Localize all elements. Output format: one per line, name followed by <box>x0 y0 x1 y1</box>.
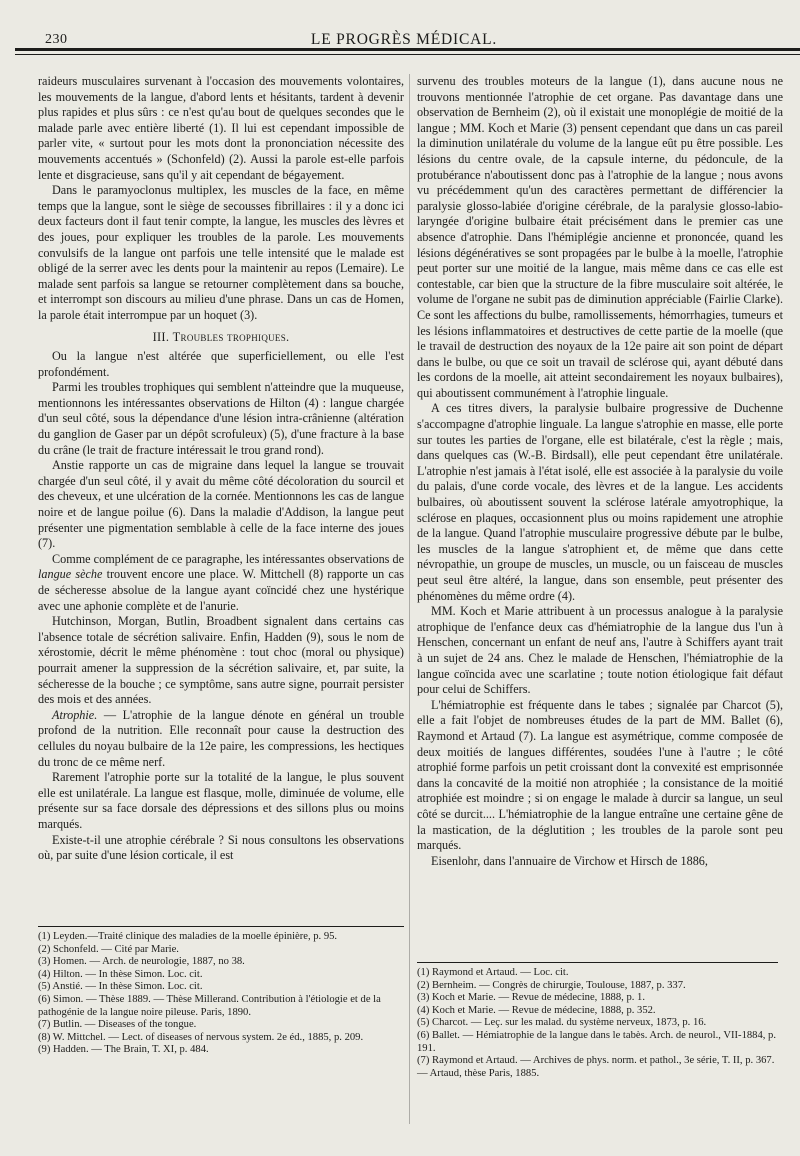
footnote: (5) Charcot. — Leç. sur les malad. du système nerveux, 1873, p. 16. <box>417 1017 707 1029</box>
footnote: (6) Ballet. — Hémiatrophie de la langue dans le tabès. Arch. de neurol., VII-1884, p. 191. <box>417 1029 777 1054</box>
paragraph: Dans le paramyoclonus multiplex, les muscles de la face, en même temps que la langue, sont le siège de secousses fibrillaires : il y a donc ici deux facteurs dont il faut tenir compte, la langue, les muscles des lèvres et des joues, pour expliquer les troubles de la parole. Les mouvements convulsifs de la langue ont parfois une telle intensité que le malade est obligé de la serrer avec les dents pour la maintenir au repos (Lemaire). Le malade sent parfois sa langue se retourner complètement dans sa bouche, et interrompt son discours au milieu d'une phrase. Dans un cas de Homen, la parole était interrompue par un hoquet (3). <box>38 183 404 322</box>
page-number: 230 <box>45 32 68 47</box>
header-rule-thin <box>15 54 800 55</box>
footnote: (8) W. Mittchel. — Lect. of diseases of nervous system. 2e éd., 1885, p. 209. <box>38 1031 364 1043</box>
paragraph: A ces titres divers, la paralysie bulbaire progressive de Duchenne s'accompagne d'atrophie linguale. La langue s'atrophie en masse, elle porte sur toutes les parties de l'organe, elle est bilatérale, c'est la règle ; mais, dans quelques cas (W.-B. Birdsall), elle peut cependant être unilatérale. L'atrophie n'est jamais à l'état isolé, elle est associée à la paralysie du voile du palais, d'une corde vocale, des lèvres et de la langue. Les accidents bulbaires, où aboutissent souvent la sclérose latérale amyotrophique, la sclérose en plaques, occasionnent plus ou moins rapidement une atrophie de la langue. Quand l'atrophie musculaire progressive débute par le bulbe, les muscles de la langue s'atrophient et, de même que dans cette névropathie, un groupe de muscles, un muscle, ou un faisceau de muscles peut seul être altéré, la langue, dans son ensemble, peut présenter des phénomènes du même ordre (4). <box>417 401 783 603</box>
page-header <box>30 28 778 48</box>
paragraph: Rarement l'atrophie porte sur la totalité de la langue, le plus souvent elle est unilatérale. La langue est flasque, molle, diminuée de volume, elle présente sur sa face dorsale des dépressions et des sillons plus ou moins marqués. <box>38 770 404 831</box>
paragraph: raideurs musculaires survenant à l'occasion des mouvements volontaires, les mouvements de la langue, d'abord lents et hésitants, tardent à devenir plus rapides et plus sûrs : ce n'est qu'au bout de quelques secondes que le malade parle avec entière liberté (1). Il lui est cependant impossible de parler vite, « surtout pour les mots dont la prononciation nécessite des mouvements accentués » (Schonfeld) (2). Aussi la parole est-elle parfois lente et disgracieuse, sans qu'il y ait cependant de bégayement. <box>38 74 404 182</box>
left-footnotes <box>38 926 404 1057</box>
section-heading <box>38 330 404 346</box>
column-divider <box>409 74 410 1124</box>
header-rule-thick <box>15 48 800 51</box>
paragraph-text: — L'atrophie de la langue dénote en général un trouble profond de la nutrition. Elle reconnaît pour cause la destruction des cellules du noyau bulbaire de la 12e paire, les compressions, les hectiques du tronc de ce même nerf. <box>38 707 405 769</box>
footnote: (4) Koch et Marie. — Revue de médecine, 1888, p. 352. <box>417 1004 656 1016</box>
paragraph: Parmi les troubles trophiques qui semblent n'atteindre que la muqueuse, mentionnons les intéressantes observations de Hilton (4) : langue chargée d'un seul côté, sous la dépendance d'une lésion intra-crânienne (altération du ganglion de Gaser par un dépôt scrofuleux) (5), d'une fracture à la base du crâne (le trait de fracture intéressait le trou grand rond). <box>38 380 404 457</box>
paragraph: L'hémiatrophie est fréquente dans le tabes ; signalée par Charcot (5), elle a fait l'objet de nombreuses études de la part de MM. Ballet (6), Raymond et Artaud (7). La langue est asymétrique, comme composée de deux moitiés de langues différentes, soudées l'une à l'autre ; le côté atrophié forme parfois un petit croissant dont la convexité est emprisonnée dans la concavité de la moitié non atrophiée ; la consistance de la moitié atrophiée est moindre ; si on engage le malade à durcir sa langue, un seul côté se durcit.... L'hémiatrophie de la langue entraîne une certaine gêne de la mastication, de la déglutition ; les troubles de la parole sont peu marqués. <box>417 697 783 853</box>
footnote: (3) Koch et Marie. — Revue de médecine, 1888, p. 1. <box>417 992 645 1004</box>
footnote: (1) Leyden.—Traité clinique des maladies de la moelle épinière, p. 95. <box>38 931 338 942</box>
paragraph <box>38 708 404 770</box>
paragraph-text: trouvent encore une place. W. Mittchell (8) rapporte un cas de sécheresse absolue de la langue ayant coïncidé chez une hystérique avec une aphonie complète et de l'anurie. <box>38 567 404 613</box>
footnote: (9) Hadden. — The Brain, T. XI, p. 484. <box>38 1044 209 1056</box>
footnote: (4) Hilton. — In thèse Simon. Loc. cit. <box>38 968 203 980</box>
right-column <box>417 74 783 869</box>
left-column <box>38 74 404 864</box>
paragraph <box>38 552 404 614</box>
footnote: (5) Anstié. — In thèse Simon. Loc. cit. <box>38 981 203 993</box>
section-number: III. <box>152 329 170 344</box>
text-columns <box>38 74 783 1144</box>
paragraph: Existe-t-il une atrophie cérébrale ? Si nous consultons les observations où, par suite d'une lésion corticale, il est <box>38 832 404 863</box>
right-footnotes <box>417 962 778 1080</box>
footnote: (3) Homen. — Arch. de neurologie, 1887, no 38. <box>38 956 245 968</box>
paragraph: survenu des troubles moteurs de la langue (1), dans aucune nous ne trouvons mentionnée l'atrophie de cet organe. Pas davantage dans une observation de Bernheim (2), où il existait une monoplégie de moitié de la langue ; MM. Koch et Marie (3) pensent cependant que dans un cas pareil la diminution unilatérale du volume de la langue eût pu être possible. Les lésions du centre ovale, de la capsule interne, du pédoncule, de la protubérance n'aboutissent donc pas à l'atrophie de la langue ; nous avons vu précédemment qu'un des caractères permettant de différencier la paralysie glosso-labiée d'origine cérébrale, de la paralysie glosso-labio-laryngée d'origine bulbaire était précisément dans le premier cas une absence d'atrophie. Dans l'hémiplégie ancienne et prononcée, quand les lésions dégénératives se sont propagées par le bulbe à la moelle, l'atrophie peut porter sur une moitié de la langue, mais même dans ce cas elle est contestable, car bien que la structure de la fibre musculaire soit altérée, le volume de l'organe ne subit pas de diminution appréciable (Fairlie Clarke). Ce sont les affections du bulbe, ramollissements, hémorrhagies, tumeurs et les lésions inflammatoires et destructives de cette partie de la moelle (que le travail de destruction des noyaux de la 12e paire ait son point de départ dans le bulbe, ou que ce soit un travail de sclérose qui, ayant débuté dans les cordons de la moelle, ait atteint secondairement les noyaux bulbaires), qui aboutissent communément à l'atrophie linguale. <box>417 74 783 400</box>
footnote: (1) Raymond et Artaud. — Loc. cit. <box>417 967 569 978</box>
paragraph: Ou la langue n'est altérée que superficiellement, ou elle l'est profondément. <box>38 349 404 379</box>
journal-title: LE PROGRÈS MÉDICAL. <box>310 31 498 48</box>
footnote: (2) Schonfeld. — Cité par Marie. <box>38 943 179 955</box>
paragraph-text: Comme complément de ce paragraphe, les intéressantes observations de <box>52 551 404 566</box>
footnote: (7) Butlin. — Diseases of the tongue. <box>38 1019 197 1031</box>
paragraph: MM. Koch et Marie attribuent à un processus analogue à la paralysie atrophique de l'enfance deux cas d'hémiatrophie de la langue dus l'un à Henschen, concernant un enfant de neuf ans, l'autre à Schiffers ayant trait à un sujet de 24 ans. Chez le malade de Henschen, l'hémiatrophie de la langue coïncida avec une scarlatine ; toute notion étiologique fait défaut pour celui de Schiffers. <box>417 604 783 697</box>
italic-term: langue sèche <box>38 567 103 582</box>
section-title: Troubles trophiques. <box>172 329 290 344</box>
footnote: (2) Bernheim. — Congrès de chirurgie, Toulouse, 1887, p. 337. <box>417 979 686 991</box>
paragraph: Hutchinson, Morgan, Butlin, Broadbent signalent dans certains cas l'absence totale de sécrétion salivaire. Enfin, Hadden (9), sous le nom de xérostomie, décrit le même phénomène : tout choc (moral ou physique) pourrait amener la suppression de la sécrétion salivaire, et, par suite, la sécheresse de la bouche ; ce symptôme, sans autre signe, pourrait persister des mois et des années. <box>38 614 404 707</box>
paragraph: Eisenlohr, dans l'annuaire de Virchow et Hirsch de 1886, <box>431 853 708 868</box>
italic-term: Atrophie. <box>52 707 98 722</box>
paragraph: Anstie rapporte un cas de migraine dans lequel la langue se trouvait chargée d'un seul côté, il y avait du même côté décoloration du sourcil et des cheveux, et une ulcération de la cornée. Mentionnons les cas de langue noire et de langue poilue (6). Dans la maladie d'Addison, la langue peut présenter une pigmentation semblable à celle de la face interne des joues (7). <box>38 458 404 551</box>
footnote: (7) Raymond et Artaud. — Archives de phys. norm. et pathol., 3e série, T. II, p. 367. — Artaud, thèse Paris, 1885. <box>417 1055 775 1079</box>
footnote: (6) Simon. — Thèse 1889. — Thèse Millerand. Contribution à l'étiologie et de la pathogénie de la langue noire pileuse. Paris, 1890. <box>38 993 381 1018</box>
